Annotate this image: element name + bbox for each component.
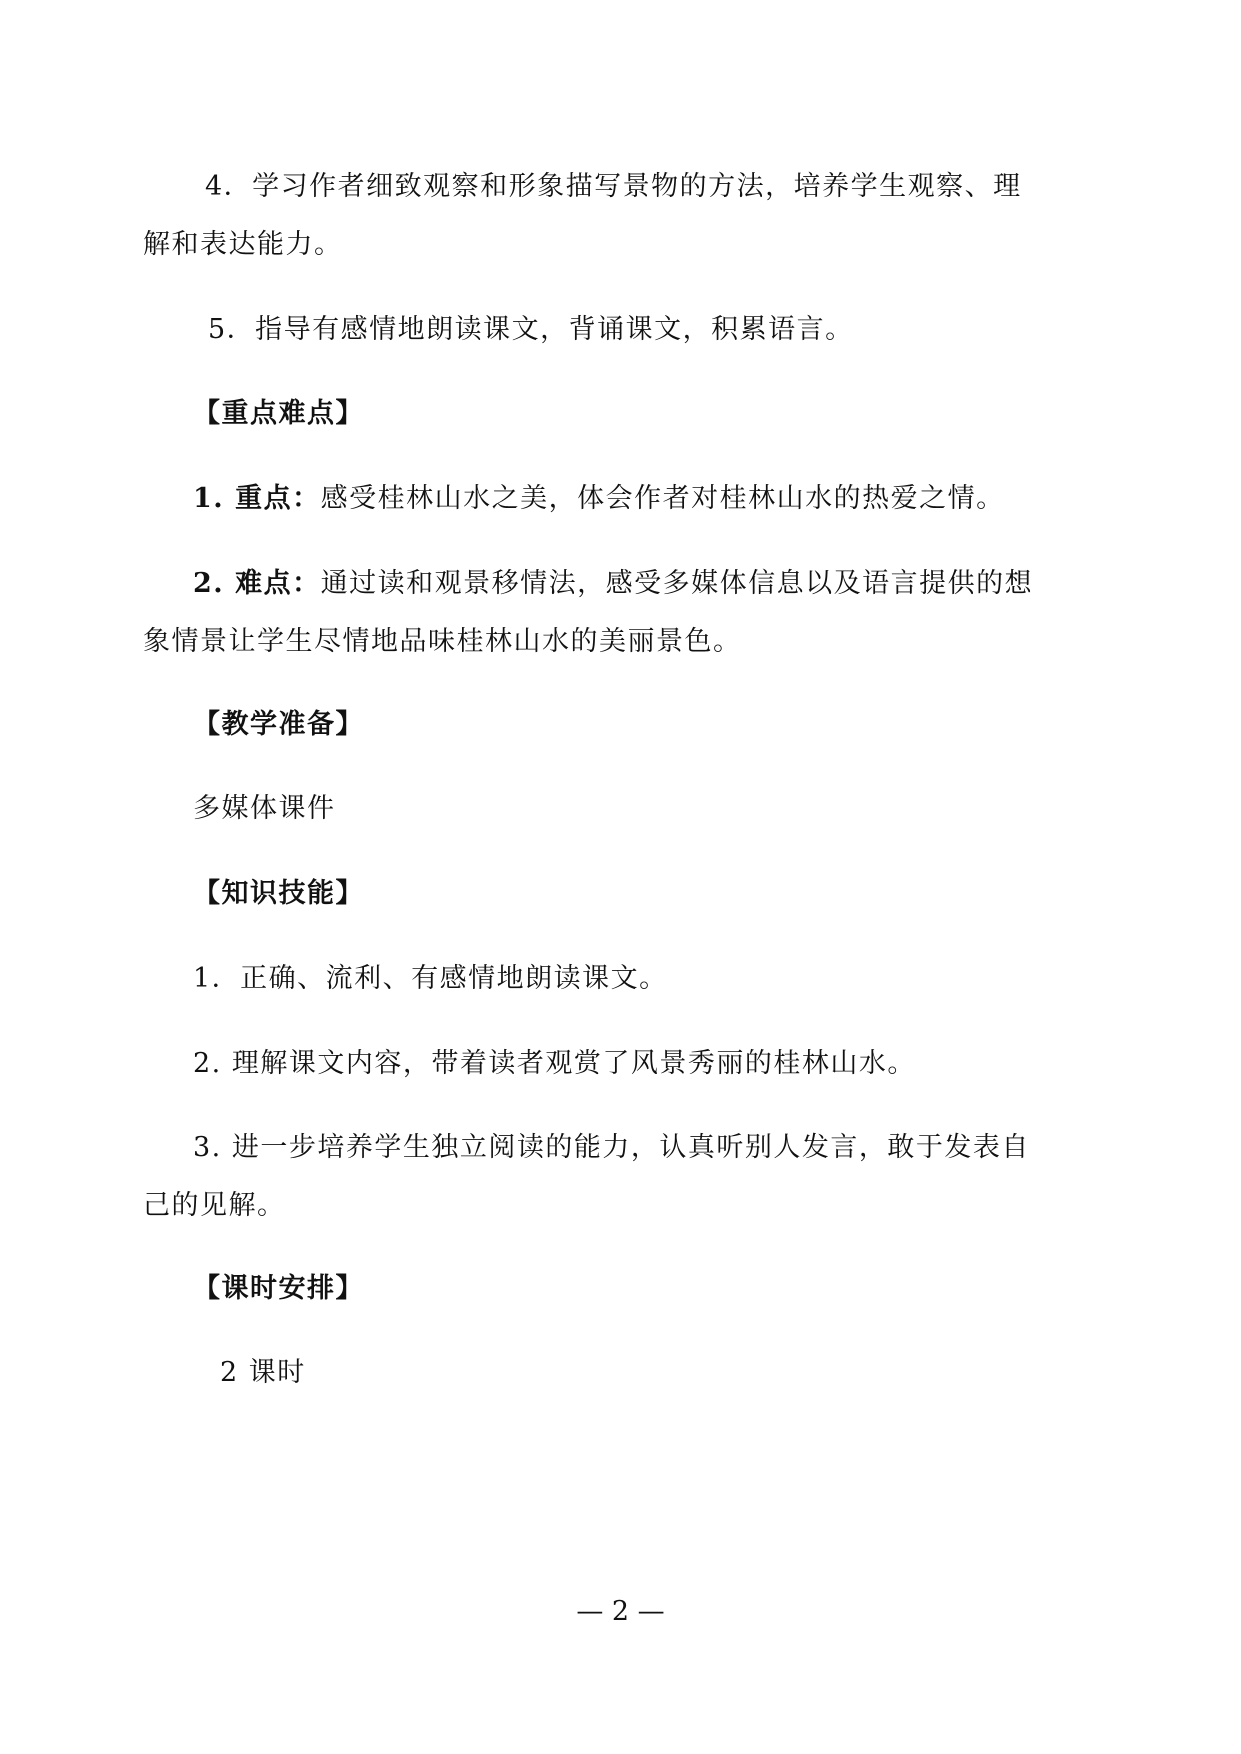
key-point-2-line-1 (193, 567, 1033, 601)
page-number: — 2 — (576, 1596, 665, 1627)
key-point-2-line-2: 象情景让学生尽情地品味桂林山水的美丽景色。 (143, 626, 742, 657)
objective-5: 5．指导有感情地朗读课文，背诵课文，积累语言。 (208, 314, 854, 345)
skill-1: 1．正确、流利、有感情地朗读课文。 (193, 963, 668, 994)
skill-3-line-1: 3. 进一步培养学生独立阅读的能力，认真听别人发言，敢于发表自 (193, 1132, 1030, 1163)
key-point-1-text: 感受桂林山水之美，体会作者对桂林山水的热爱之情。 (320, 483, 1005, 514)
section-heading-skills: 【知识技能】 (193, 878, 364, 909)
skill-3-line-2: 己的见解。 (143, 1190, 286, 1221)
key-point-1-label: 1. 重点： (193, 483, 321, 514)
key-point-2-text: 通过读和观景移情法，感受多媒体信息以及语言提供的想 (320, 568, 1034, 599)
section-heading-schedule: 【课时安排】 (193, 1273, 364, 1304)
objective-4-line-1: 4．学习作者细致观察和形象描写景物的方法，培养学生观察、理 (205, 171, 1022, 202)
section-heading-key-points: 【重点难点】 (193, 398, 364, 429)
skill-2: 2. 理解课文内容，带着读者观赏了风景秀丽的桂林山水。 (193, 1048, 916, 1079)
objective-4-line-2: 解和表达能力。 (143, 229, 343, 260)
schedule-text: 2 课时 (220, 1357, 306, 1388)
key-point-1 (193, 482, 1005, 516)
section-heading-preparation: 【教学准备】 (193, 709, 364, 740)
preparation-text: 多媒体课件 (193, 793, 336, 824)
key-point-2-label: 2. 难点： (193, 568, 321, 599)
